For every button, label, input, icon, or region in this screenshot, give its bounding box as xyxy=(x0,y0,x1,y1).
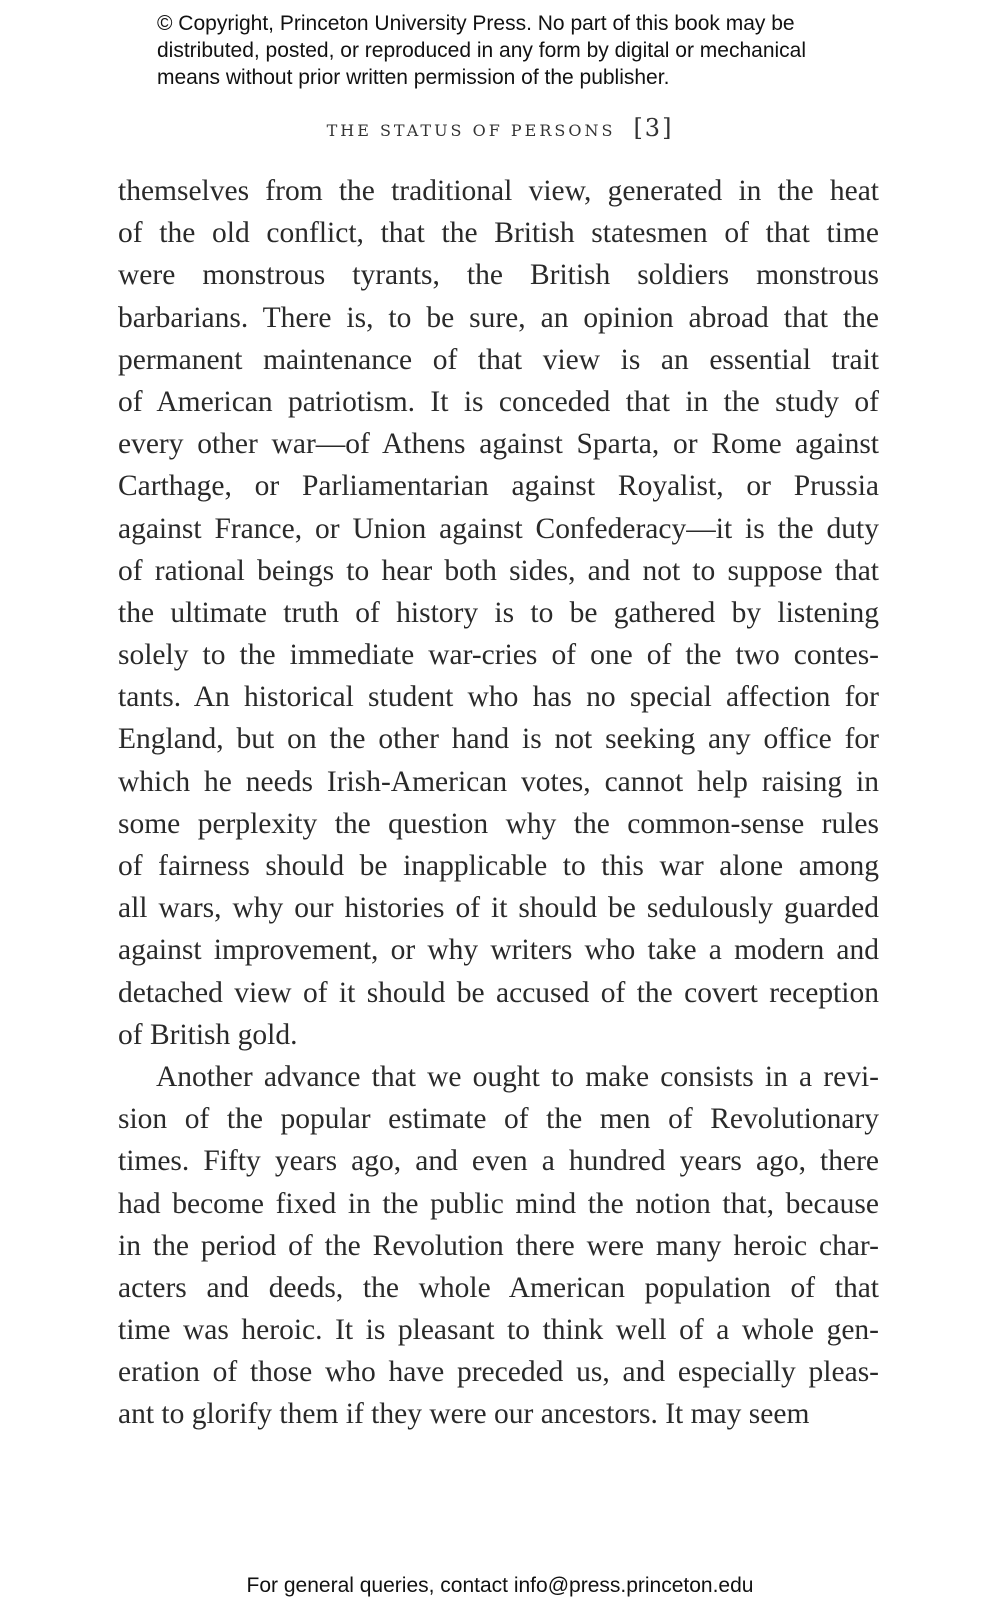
text-line: against improvement, or why writers who take a modern and xyxy=(118,934,879,967)
copyright-line: distributed, posted, or reproduced in any form by digital or mechanical xyxy=(157,39,807,62)
text-line: of fairness should be inapplicable to this war alone among xyxy=(118,850,879,882)
text-line: every other war—of Athens against Sparta, or Rome against xyxy=(118,428,879,461)
text-line: of American patriotism. It is conceded that in the study of xyxy=(118,385,879,418)
text-line: of British gold. xyxy=(118,1018,298,1051)
text-line: eration of those who have preceded us, and especially pleas- xyxy=(118,1356,879,1389)
text-line: detached view of it should be accused of the covert reception xyxy=(118,976,879,1009)
text-line: some perplexity the question why the common-sense rules xyxy=(118,807,879,840)
body-text xyxy=(118,170,879,1436)
text-line: ant to glorify them if they were our ancestors. It may seem xyxy=(118,1398,810,1431)
text-line: had become fixed in the public mind the notion that, because xyxy=(118,1187,879,1220)
text-line: Another advance that we ought to make consists in a revi- xyxy=(156,1060,879,1093)
text-line: the ultimate truth of history is to be gathered by listening xyxy=(118,596,879,629)
copyright-notice xyxy=(157,10,957,91)
text-line: times. Fifty years ago, and even a hundred years ago, there xyxy=(118,1145,879,1178)
text-line: of rational beings to hear both sides, and not to suppose that xyxy=(118,554,879,587)
text-line: of the old conflict, that the British statesmen of that time xyxy=(118,217,879,250)
text-line: were monstrous tyrants, the British soldiers monstrous xyxy=(118,259,879,292)
text-line: themselves from the traditional view, generated in the heat xyxy=(118,175,879,207)
text-line: tants. An historical student who has no special affection for xyxy=(118,681,879,714)
text-line: all wars, why our histories of it should be sedulously guarded xyxy=(118,892,879,925)
text-line: sion of the popular estimate of the men of Revolutionary xyxy=(118,1103,879,1136)
text-line: acters and deeds, the whole American population of that xyxy=(118,1271,879,1304)
copyright-line: © Copyright, Princeton University Press. No part of this book may be xyxy=(157,12,795,35)
text-line: in the period of the Revolution there were many heroic char- xyxy=(118,1229,879,1262)
text-line: against France, or Union against Confederacy—it is the duty xyxy=(118,512,879,545)
copyright-line: means without prior written permission of the publisher. xyxy=(157,66,670,89)
text-line: Carthage, or Parliamentarian against Royalist, or Prussia xyxy=(118,470,879,503)
text-line: solely to the immediate war-cries of one of the two contes- xyxy=(118,639,879,672)
chapter-title: THE STATUS OF PERSONS xyxy=(326,121,616,140)
footer-contact: For general queries, contact info@press.princeton.edu xyxy=(246,1574,754,1597)
text-line: barbarians. There is, to be sure, an opinion abroad that the xyxy=(118,301,879,334)
page-number: [3] xyxy=(633,114,674,142)
text-line: permanent maintenance of that view is an essential trait xyxy=(118,343,879,376)
text-line: England, but on the other hand is not seeking any office for xyxy=(118,723,879,756)
text-line: which he needs Irish-American votes, cannot help raising in xyxy=(118,765,879,798)
running-head xyxy=(0,114,1000,142)
text-line: time was heroic. It is pleasant to think well of a whole gen- xyxy=(118,1314,879,1347)
